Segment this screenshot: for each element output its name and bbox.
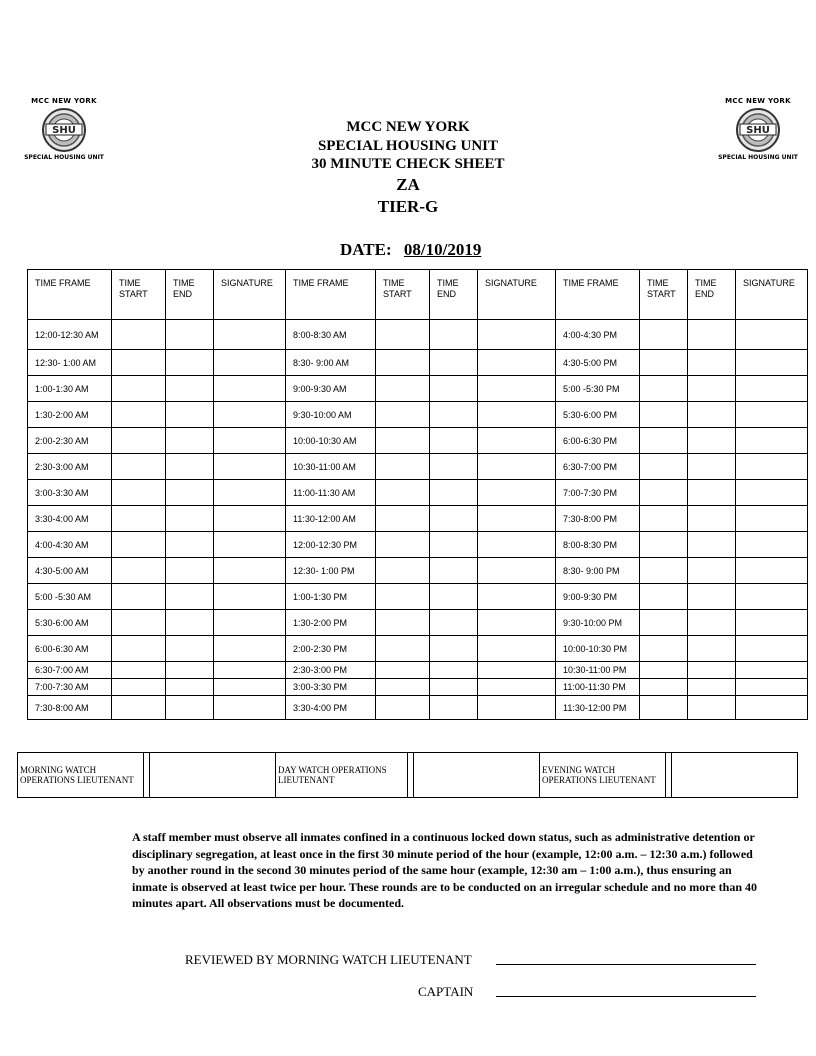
signature-cell[interactable] <box>736 636 808 662</box>
time-frame-cell: 11:30-12:00 PM <box>556 696 640 720</box>
time-start-cell[interactable] <box>112 610 166 636</box>
time-start-cell[interactable] <box>376 402 430 428</box>
reviewed-by-label: REVIEWED BY MORNING WATCH LIEUTENANT <box>185 952 472 967</box>
time-end-cell[interactable] <box>688 402 736 428</box>
table-row <box>28 320 808 350</box>
time-end-cell[interactable] <box>430 679 478 696</box>
time-end-cell[interactable] <box>430 662 478 679</box>
signature-cell[interactable] <box>214 696 286 720</box>
time-frame-cell: 7:30-8:00 AM <box>28 696 112 720</box>
time-end-cell[interactable] <box>688 558 736 584</box>
time-frame-cell: 12:30- 1:00 PM <box>286 558 376 584</box>
time-end-cell[interactable] <box>430 428 478 454</box>
signature-cell[interactable] <box>214 662 286 679</box>
time-start-cell[interactable] <box>376 454 430 480</box>
time-start-cell[interactable] <box>640 428 688 454</box>
reviewed-by-signature-line[interactable] <box>496 964 756 965</box>
watch-signoff-table <box>17 752 798 798</box>
signature-cell[interactable] <box>736 532 808 558</box>
date-label: DATE: <box>340 240 392 259</box>
time-start-cell[interactable] <box>640 480 688 506</box>
time-frame-cell: 6:30-7:00 PM <box>556 454 640 480</box>
header-tier: TIER-G <box>377 196 439 216</box>
signature-cell[interactable] <box>736 610 808 636</box>
signature-cell[interactable] <box>478 402 556 428</box>
time-start-cell[interactable] <box>640 696 688 720</box>
column-header: TIME FRAME <box>556 270 640 320</box>
table-row <box>28 402 808 428</box>
time-start-cell[interactable] <box>376 662 430 679</box>
signature-cell[interactable] <box>736 454 808 480</box>
time-start-cell[interactable] <box>112 428 166 454</box>
signature-cell[interactable] <box>214 584 286 610</box>
time-frame-cell: 3:30-4:00 AM <box>28 506 112 532</box>
time-start-cell[interactable] <box>640 662 688 679</box>
time-end-cell[interactable] <box>166 532 214 558</box>
signature-cell[interactable] <box>736 480 808 506</box>
captain-signature-line[interactable] <box>496 996 756 997</box>
time-frame-cell: 12:00-12:30 AM <box>28 320 112 350</box>
time-frame-cell: 5:00 -5:30 AM <box>28 584 112 610</box>
time-frame-cell: 8:30- 9:00 AM <box>286 350 376 376</box>
time-frame-cell: 11:00-11:30 PM <box>556 679 640 696</box>
column-header: TIME FRAME <box>286 270 376 320</box>
reviewed-by-row <box>185 952 472 968</box>
time-frame-cell: 2:00-2:30 AM <box>28 428 112 454</box>
signature-cell[interactable] <box>736 428 808 454</box>
time-frame-cell: 3:30-4:00 PM <box>286 696 376 720</box>
time-frame-cell: 10:00-10:30 AM <box>286 428 376 454</box>
signature-cell[interactable] <box>214 636 286 662</box>
time-frame-cell: 4:30-5:00 PM <box>556 350 640 376</box>
signature-cell[interactable] <box>736 558 808 584</box>
column-header: SIGNATURE <box>736 270 808 320</box>
time-frame-cell: 1:30-2:00 AM <box>28 402 112 428</box>
header-institution: MCC NEW YORK <box>346 119 470 135</box>
signature-cell[interactable] <box>214 320 286 350</box>
day-watch-label: DAY WATCH OPERATIONS LIEUTENANT <box>276 753 408 798</box>
signature-cell[interactable] <box>478 480 556 506</box>
logo-emblem-text: SHU <box>746 125 770 136</box>
header-block: ZA <box>396 174 420 194</box>
header-unit: SPECIAL HOUSING UNIT <box>317 137 499 154</box>
time-end-cell[interactable] <box>688 376 736 402</box>
column-header: TIME END <box>166 270 214 320</box>
signature-cell[interactable] <box>214 679 286 696</box>
time-end-cell[interactable] <box>430 454 478 480</box>
time-frame-cell: 10:30-11:00 AM <box>286 454 376 480</box>
time-end-cell[interactable] <box>166 454 214 480</box>
time-end-cell[interactable] <box>688 320 736 350</box>
time-start-cell[interactable] <box>112 480 166 506</box>
time-frame-cell: 1:00-1:30 PM <box>286 584 376 610</box>
time-start-cell[interactable] <box>112 558 166 584</box>
time-end-cell[interactable] <box>688 662 736 679</box>
time-end-cell[interactable] <box>430 402 478 428</box>
signature-cell[interactable] <box>736 402 808 428</box>
time-frame-cell: 8:00-8:30 PM <box>556 532 640 558</box>
time-end-cell[interactable] <box>166 320 214 350</box>
time-frame-cell: 1:30-2:00 PM <box>286 610 376 636</box>
time-end-cell[interactable] <box>430 376 478 402</box>
table-row <box>28 662 808 679</box>
time-frame-cell: 5:30-6:00 PM <box>556 402 640 428</box>
time-frame-cell: 5:30-6:00 AM <box>28 610 112 636</box>
time-end-cell[interactable] <box>430 350 478 376</box>
time-end-cell[interactable] <box>166 480 214 506</box>
evening-watch-label: EVENING WATCH OPERATIONS LIEUTENANT <box>540 753 666 798</box>
time-frame-cell: 2:30-3:00 PM <box>286 662 376 679</box>
time-end-cell[interactable] <box>688 454 736 480</box>
signature-cell[interactable] <box>214 428 286 454</box>
time-end-cell[interactable] <box>166 610 214 636</box>
policy-notice: A staff member must observe all inmates confined in a continuous locked down status, such as administrative detention or disciplinary segregation, at least once in the first 30 minute period of the hour (example, 12:00 a.m. – 12:30 a.m.) followed by another round in the second 30 minutes period of the same hour (example, 12:30 am – 1:00 a.m.), thus ensuring an inmate is observed at least twice per hour. These rounds are to be conducted on an irregular schedule and no more than 40 minutes apart. All observations must be documented. <box>132 830 758 910</box>
time-start-cell[interactable] <box>376 376 430 402</box>
time-start-cell[interactable] <box>376 320 430 350</box>
time-start-cell[interactable] <box>376 696 430 720</box>
signature-cell[interactable] <box>214 350 286 376</box>
time-frame-cell: 4:30-5:00 AM <box>28 558 112 584</box>
column-header: TIME START <box>640 270 688 320</box>
logo-top-text: MCC NEW YORK <box>725 97 791 105</box>
time-start-cell[interactable] <box>112 532 166 558</box>
captain-row <box>418 984 473 1000</box>
logo-bottom-text: SPECIAL HOUSING UNIT <box>24 154 104 161</box>
signature-cell[interactable] <box>478 428 556 454</box>
time-end-cell[interactable] <box>166 636 214 662</box>
signature-cell[interactable] <box>478 662 556 679</box>
time-start-cell[interactable] <box>112 376 166 402</box>
time-start-cell[interactable] <box>376 636 430 662</box>
time-frame-cell: 11:00-11:30 AM <box>286 480 376 506</box>
captain-label: CAPTAIN <box>418 984 474 999</box>
time-end-cell[interactable] <box>688 696 736 720</box>
signature-cell[interactable] <box>478 679 556 696</box>
time-end-cell[interactable] <box>430 506 478 532</box>
signature-cell[interactable] <box>736 696 808 720</box>
time-start-cell[interactable] <box>376 506 430 532</box>
signature-cell[interactable] <box>478 376 556 402</box>
column-header: TIME START <box>376 270 430 320</box>
time-start-cell[interactable] <box>112 506 166 532</box>
time-frame-cell: 4:00-4:30 AM <box>28 532 112 558</box>
signature-cell[interactable] <box>736 350 808 376</box>
signature-cell[interactable] <box>214 506 286 532</box>
table-row <box>28 454 808 480</box>
morning-watch-signature-cell[interactable] <box>150 753 276 798</box>
signature-cell[interactable] <box>478 636 556 662</box>
signature-cell[interactable] <box>736 584 808 610</box>
time-start-cell[interactable] <box>640 558 688 584</box>
signature-cell[interactable] <box>214 402 286 428</box>
table-row <box>28 506 808 532</box>
time-end-cell[interactable] <box>166 402 214 428</box>
time-end-cell[interactable] <box>688 636 736 662</box>
time-frame-cell: 12:30- 1:00 AM <box>28 350 112 376</box>
time-end-cell[interactable] <box>166 428 214 454</box>
table-row <box>28 428 808 454</box>
signature-cell[interactable] <box>478 320 556 350</box>
morning-watch-label: MORNING WATCH OPERATIONS LIEUTENANT <box>18 753 144 798</box>
time-end-cell[interactable] <box>688 610 736 636</box>
signature-cell[interactable] <box>214 376 286 402</box>
table-row <box>28 636 808 662</box>
signature-cell[interactable] <box>214 532 286 558</box>
signature-cell[interactable] <box>214 610 286 636</box>
time-frame-cell: 3:00-3:30 AM <box>28 480 112 506</box>
time-start-cell[interactable] <box>640 636 688 662</box>
time-frame-cell: 9:00-9:30 AM <box>286 376 376 402</box>
signature-cell[interactable] <box>478 610 556 636</box>
time-start-cell[interactable] <box>112 636 166 662</box>
time-end-cell[interactable] <box>430 480 478 506</box>
signature-cell[interactable] <box>736 376 808 402</box>
time-start-cell[interactable] <box>112 662 166 679</box>
column-header: TIME START <box>112 270 166 320</box>
check-table <box>27 269 808 720</box>
time-frame-cell: 1:00-1:30 AM <box>28 376 112 402</box>
time-end-cell[interactable] <box>688 532 736 558</box>
time-end-cell[interactable] <box>688 679 736 696</box>
table-row <box>28 532 808 558</box>
time-end-cell[interactable] <box>166 506 214 532</box>
signature-cell[interactable] <box>214 558 286 584</box>
time-frame-cell: 7:30-8:00 PM <box>556 506 640 532</box>
table-row <box>28 610 808 636</box>
column-header: TIME END <box>430 270 478 320</box>
table-row <box>28 480 808 506</box>
time-start-cell[interactable] <box>640 532 688 558</box>
document-header <box>0 118 816 218</box>
signature-cell[interactable] <box>478 584 556 610</box>
time-frame-cell: 10:30-11:00 PM <box>556 662 640 679</box>
time-start-cell[interactable] <box>640 402 688 428</box>
time-start-cell[interactable] <box>112 402 166 428</box>
time-frame-cell: 7:00-7:30 PM <box>556 480 640 506</box>
date-value: 08/10/2019 <box>403 240 482 259</box>
time-end-cell[interactable] <box>166 584 214 610</box>
time-end-cell[interactable] <box>688 480 736 506</box>
time-start-cell[interactable] <box>376 428 430 454</box>
time-frame-cell: 10:00-10:30 PM <box>556 636 640 662</box>
signature-cell[interactable] <box>736 320 808 350</box>
day-watch-signature-cell[interactable] <box>414 753 540 798</box>
time-frame-cell: 9:30-10:00 PM <box>556 610 640 636</box>
logo-emblem-text: SHU <box>52 125 76 136</box>
time-frame-cell: 8:00-8:30 AM <box>286 320 376 350</box>
signature-cell[interactable] <box>478 558 556 584</box>
signature-cell[interactable] <box>214 480 286 506</box>
time-frame-cell: 5:00 -5:30 PM <box>556 376 640 402</box>
signature-cell[interactable] <box>478 454 556 480</box>
header-sheet-title: 30 MINUTE CHECK SHEET <box>311 156 505 172</box>
signature-cell[interactable] <box>736 679 808 696</box>
time-frame-cell: 7:00-7:30 AM <box>28 679 112 696</box>
time-end-cell[interactable] <box>430 610 478 636</box>
time-start-cell[interactable] <box>112 584 166 610</box>
time-end-cell[interactable] <box>430 558 478 584</box>
time-end-cell[interactable] <box>688 506 736 532</box>
time-frame-cell: 12:00-12:30 PM <box>286 532 376 558</box>
time-end-cell[interactable] <box>166 679 214 696</box>
time-start-cell[interactable] <box>640 376 688 402</box>
column-header: SIGNATURE <box>214 270 286 320</box>
table-row <box>28 376 808 402</box>
time-start-cell[interactable] <box>640 454 688 480</box>
time-frame-cell: 11:30-12:00 AM <box>286 506 376 532</box>
time-start-cell[interactable] <box>112 350 166 376</box>
time-end-cell[interactable] <box>430 320 478 350</box>
time-end-cell[interactable] <box>688 350 736 376</box>
time-end-cell[interactable] <box>166 662 214 679</box>
signature-cell[interactable] <box>478 532 556 558</box>
time-start-cell[interactable] <box>376 584 430 610</box>
time-start-cell[interactable] <box>640 584 688 610</box>
time-end-cell[interactable] <box>430 532 478 558</box>
time-end-cell[interactable] <box>430 696 478 720</box>
table-row <box>28 679 808 696</box>
time-start-cell[interactable] <box>112 696 166 720</box>
time-end-cell[interactable] <box>688 584 736 610</box>
evening-watch-signature-cell[interactable] <box>672 753 798 798</box>
time-end-cell[interactable] <box>430 636 478 662</box>
time-start-cell[interactable] <box>376 532 430 558</box>
time-end-cell[interactable] <box>688 428 736 454</box>
time-frame-cell: 4:00-4:30 PM <box>556 320 640 350</box>
logo-top-text: MCC NEW YORK <box>31 97 97 105</box>
signature-cell[interactable] <box>736 506 808 532</box>
time-frame-cell: 9:30-10:00 AM <box>286 402 376 428</box>
signature-cell[interactable] <box>736 662 808 679</box>
table-row <box>28 696 808 720</box>
time-start-cell[interactable] <box>376 558 430 584</box>
time-end-cell[interactable] <box>430 584 478 610</box>
time-frame-cell: 2:00-2:30 PM <box>286 636 376 662</box>
time-start-cell[interactable] <box>640 506 688 532</box>
time-frame-cell: 8:30- 9:00 PM <box>556 558 640 584</box>
column-header: TIME END <box>688 270 736 320</box>
time-start-cell[interactable] <box>376 610 430 636</box>
time-frame-cell: 6:30-7:00 AM <box>28 662 112 679</box>
time-frame-cell: 9:00-9:30 PM <box>556 584 640 610</box>
time-end-cell[interactable] <box>166 558 214 584</box>
signature-cell[interactable] <box>478 696 556 720</box>
time-frame-cell: 6:00-6:30 AM <box>28 636 112 662</box>
time-frame-cell: 3:00-3:30 PM <box>286 679 376 696</box>
table-row <box>28 584 808 610</box>
time-start-cell[interactable] <box>376 480 430 506</box>
table-row <box>28 558 808 584</box>
column-header: SIGNATURE <box>478 270 556 320</box>
time-frame-cell: 6:00-6:30 PM <box>556 428 640 454</box>
time-start-cell[interactable] <box>376 350 430 376</box>
time-start-cell[interactable] <box>112 320 166 350</box>
column-header: TIME FRAME <box>28 270 112 320</box>
time-start-cell[interactable] <box>112 454 166 480</box>
time-start-cell[interactable] <box>640 350 688 376</box>
time-start-cell[interactable] <box>640 679 688 696</box>
time-end-cell[interactable] <box>166 376 214 402</box>
date-row <box>340 240 481 260</box>
signature-cell[interactable] <box>478 506 556 532</box>
time-start-cell[interactable] <box>112 679 166 696</box>
time-end-cell[interactable] <box>166 350 214 376</box>
time-start-cell[interactable] <box>376 679 430 696</box>
signature-cell[interactable] <box>214 454 286 480</box>
table-row <box>28 350 808 376</box>
time-start-cell[interactable] <box>640 320 688 350</box>
signature-cell[interactable] <box>478 350 556 376</box>
time-frame-cell: 2:30-3:00 AM <box>28 454 112 480</box>
table-header-row <box>28 270 808 320</box>
logo-bottom-text: SPECIAL HOUSING UNIT <box>718 154 798 161</box>
time-end-cell[interactable] <box>166 696 214 720</box>
time-start-cell[interactable] <box>640 610 688 636</box>
